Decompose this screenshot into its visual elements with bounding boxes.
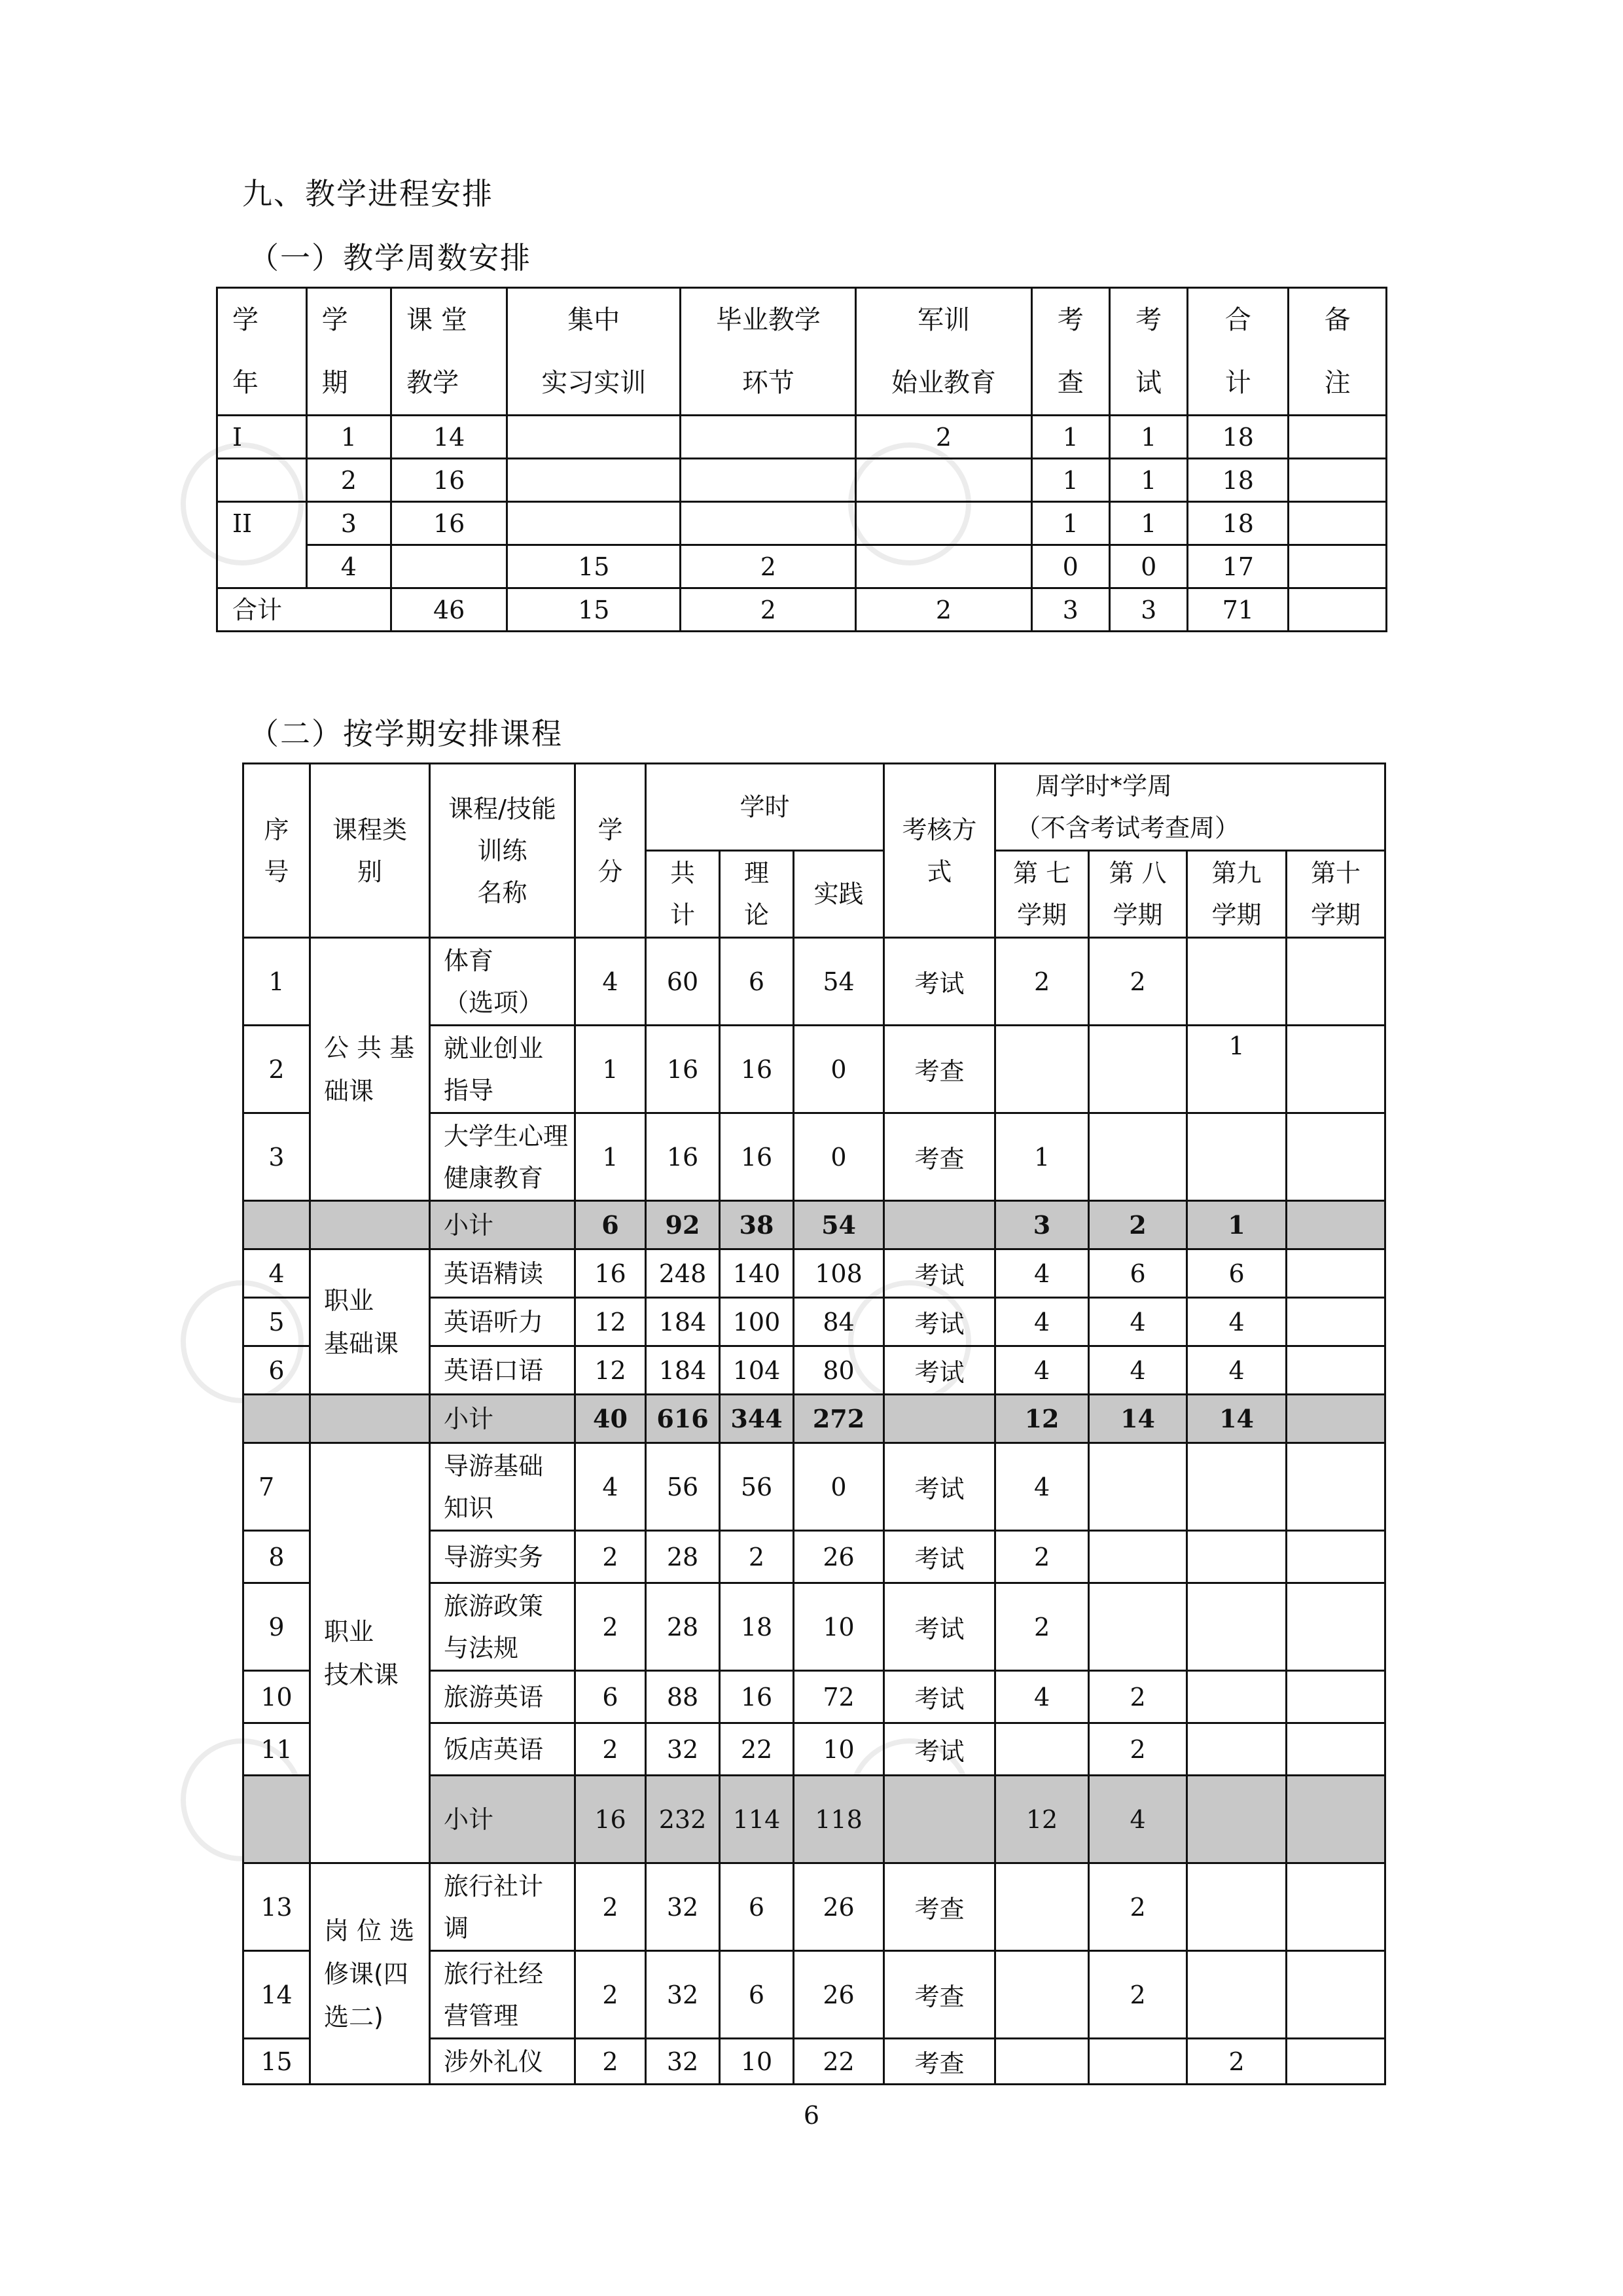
subtotal-row: 小计 16 232 114 118 12 4 <box>243 1776 1385 1863</box>
table-row: 11 饭店英语 2 32 22 10 考试 2 <box>243 1723 1385 1776</box>
weeks-total-row: 合计 46 15 2 2 3 3 71 <box>217 588 1387 632</box>
page-number: 6 <box>803 2101 820 2130</box>
course-table-header: 序 号 课程类 别 课程/技能 训练 名称 学 分 学时 考核方 式 周学时*学周 （不含考试考查周） <box>243 764 1385 851</box>
section-heading: 九、教学进程安排 <box>242 176 493 211</box>
table-row: 4 15 2 0 0 17 <box>217 545 1387 588</box>
table-row: 5 英语听力 12 184 100 84 考试 4 4 4 <box>243 1298 1385 1346</box>
table-row: 15 涉外礼仪 2 32 10 22 考查 2 <box>243 2039 1385 2085</box>
table-row: I 1 14 2 1 1 18 <box>217 416 1387 459</box>
weeks-table <box>216 287 1387 632</box>
table-row: II 3 16 1 1 18 <box>217 502 1387 545</box>
table-row: 4 职业 基础课 英语精读 16 248 140 108 考试 4 6 6 <box>243 1249 1385 1298</box>
table-row: 14 旅行社经 营管理 2 32 6 26 考查 2 <box>243 1951 1385 2039</box>
table-row: 2 就业创业 指导 1 16 16 0 考查 1 <box>243 1026 1385 1113</box>
course-table-subheader: 共 计 理 论 实践 第 七 学期 第 八 学期 第九 学期 第十 学期 <box>243 851 1385 938</box>
table-row: 1 公 共 基 础课 体育 （选项） 4 60 6 54 考试 2 2 <box>243 938 1385 1026</box>
weeks-table-header: 学 年 学 期 课 堂 教学 集中 实习实训 毕业教学 环节 军训 始业教育 考 查 考 试 合 计 备 注 <box>217 288 1387 416</box>
table-row: 10 旅游英语 6 88 16 72 考试 4 2 <box>243 1671 1385 1723</box>
table-row: 13 岗 位 选 修课(四 选二) 旅行社计 调 2 32 6 26 考查 2 <box>243 1863 1385 1951</box>
table-row: 6 英语口语 12 184 104 80 考试 4 4 4 <box>243 1346 1385 1395</box>
table-row: 9 旅游政策 与法规 2 28 18 10 考试 2 <box>243 1583 1385 1671</box>
subsection-heading-courses: （二）按学期安排课程 <box>249 716 563 751</box>
subtotal-row: 小计 40 616 344 272 12 14 14 <box>243 1395 1385 1443</box>
table-row: 3 大学生心理 健康教育 1 16 16 0 考查 1 <box>243 1113 1385 1201</box>
table-row: 7 职业 技术课 导游基础 知识 4 56 56 0 考试 4 <box>243 1443 1385 1531</box>
subtotal-row: 小计 6 92 38 54 3 2 1 <box>243 1201 1385 1249</box>
table-row: 8 导游实务 2 28 2 26 考试 2 <box>243 1531 1385 1583</box>
course-table <box>242 762 1386 2085</box>
subsection-heading-weeks: （一）教学周数安排 <box>249 240 531 276</box>
table-row: 2 16 1 1 18 <box>217 459 1387 502</box>
